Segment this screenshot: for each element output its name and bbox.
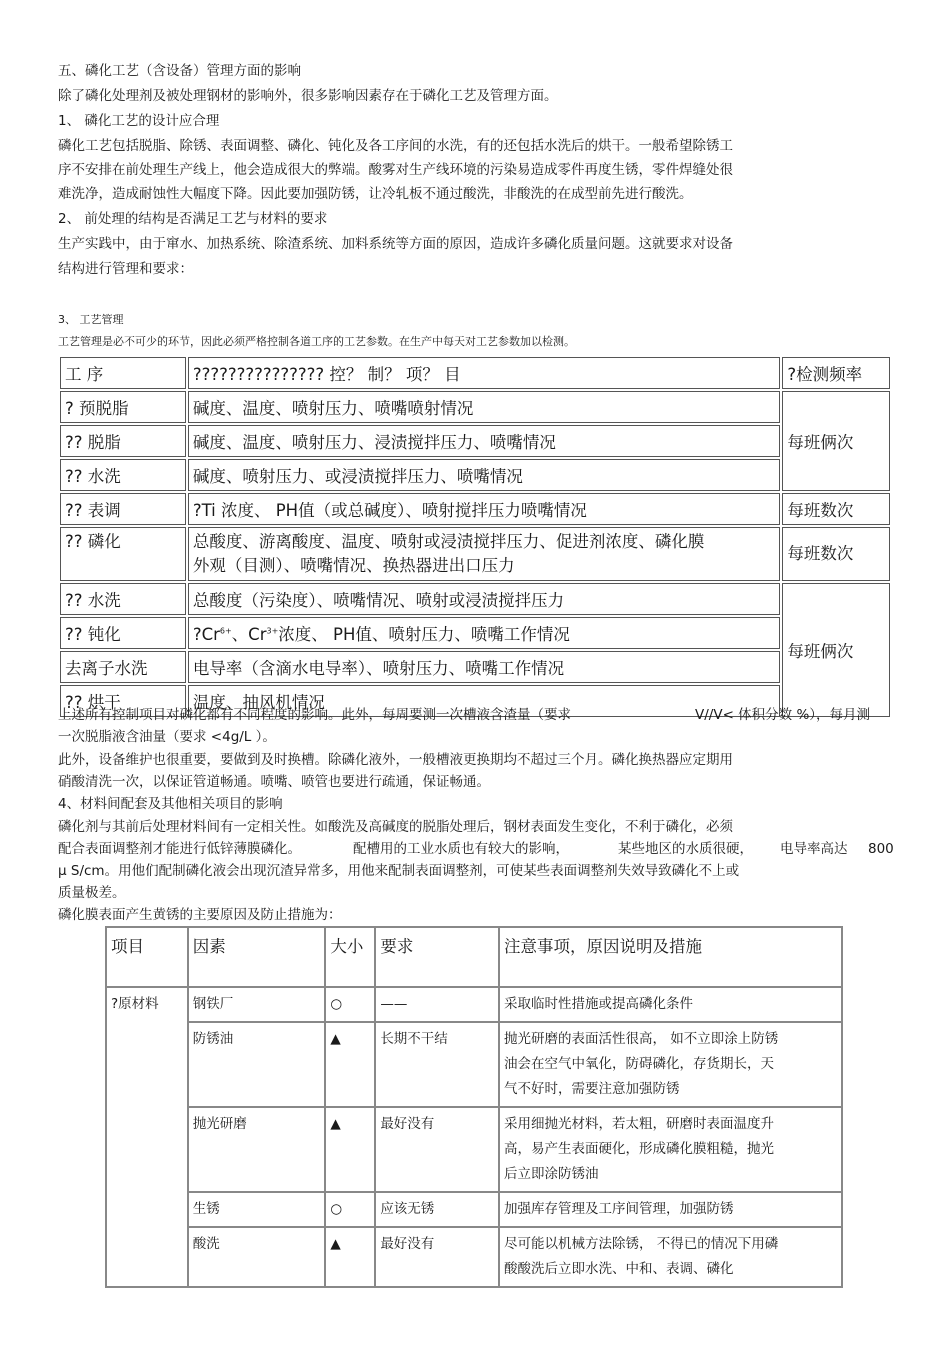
header-frequency: ?检测频率 <box>782 357 890 389</box>
items-text: 、Cr <box>231 625 267 644</box>
size-cell: ○ <box>325 1192 375 1227</box>
note-line: 后立即涂防锈油 <box>504 1166 599 1182</box>
items-cell: 碱度、温度、喷射压力、浸渍搅拌压力、喷嘴情况 <box>188 425 781 457</box>
subheading: 1、 磷化工艺的设计应合理 <box>58 113 220 129</box>
note-line: 高，易产生表面硬化，形成磷化膜粗糙，抛光 <box>504 1141 774 1157</box>
note-line: 酸酸洗后立即水洗、中和、表调、磷化 <box>504 1261 734 1277</box>
notes-cell <box>499 1192 842 1227</box>
process-control-table <box>58 355 892 719</box>
table-row <box>60 527 890 581</box>
step-cell: ? 预脱脂 <box>60 391 186 423</box>
paragraph: 某些地区的水质很硬， <box>618 841 753 857</box>
requirement-cell: 最好没有 <box>375 1107 499 1192</box>
paragraph: 序不安排在前处理生产线上，他会造成很大的弊端。酸雾对生产线环境的污染易造成零件再度生锈，零件焊缝处很 <box>58 162 733 178</box>
header-item: 项目 <box>106 927 188 987</box>
paragraph: 一次脱脂液含油量（要求 <4g/L ）。 <box>58 729 276 745</box>
step-cell: ?? 磷化 <box>60 527 186 581</box>
paragraph: μ S/cm。用他们配制磷化液会出现沉渣异常多，用他来配制表面调整剂，可使某些表面调整剂失效导致磷化不上或 <box>58 863 740 879</box>
step-cell: ?? 钝化 <box>60 617 186 649</box>
subheading: 4、材料间配套及其他相关项目的影响 <box>58 796 283 812</box>
header-notes: 注意事项，原因说明及措施 <box>499 927 842 987</box>
paragraph: 磷化膜表面产生黄锈的主要原因及防止措施为： <box>58 907 342 923</box>
items-line: 总酸度、游离酸度、温度、喷射或浸渍搅拌压力、促进剂浓度、磷化膜 <box>192 532 705 551</box>
superscript: 3+ <box>266 626 279 636</box>
table-row <box>60 391 890 423</box>
items-cell: 电导率（含滴水电导率）、喷射压力、喷嘴工作情况 <box>188 651 781 683</box>
factor-cell: 防锈油 <box>188 1022 326 1107</box>
items-cell: 温度、抽风机情况 <box>188 685 781 717</box>
items-cell: 碱度、温度、喷射压力、喷嘴喷射情况 <box>188 391 781 423</box>
paragraph: 磷化工艺包括脱脂、除锈、表面调整、磷化、钝化及各工序间的水洗，有的还包括水洗后的烘干。一般希望除锈工 <box>58 138 733 154</box>
paragraph: 此外，设备维护也很重要，要做到及时换槽。除磷化液外，一般槽液更换期均不超过三个月。磷化换热器应定期用 <box>58 752 733 768</box>
factor-cell: 钢铁厂 <box>188 987 326 1022</box>
step-cell: ?? 脱脂 <box>60 425 186 457</box>
table-row <box>60 459 890 491</box>
size-cell: ▲ <box>325 1227 375 1287</box>
frequency-cell: 每班数次 <box>782 527 890 581</box>
table-header-row <box>106 927 842 987</box>
requirement-cell: —— <box>375 987 499 1022</box>
size-cell: ▲ <box>325 1107 375 1192</box>
table-row <box>106 1107 842 1192</box>
table-row <box>106 987 842 1022</box>
frequency-cell: 每班俩次 <box>782 391 890 491</box>
requirement-cell: 最好没有 <box>375 1227 499 1287</box>
superscript: 6+ <box>219 626 232 636</box>
notes-cell <box>499 1107 842 1192</box>
factor-cell: 酸洗 <box>188 1227 326 1287</box>
table-header-row <box>60 357 890 389</box>
section-heading: 五、磷化工艺（含设备）管理方面的影响 <box>58 63 301 79</box>
frequency-cell: 每班俩次 <box>782 583 890 717</box>
items-cell: 碱度、喷射压力、或浸渍搅拌压力、喷嘴情况 <box>188 459 781 491</box>
factor-cell: 抛光研磨 <box>188 1107 326 1192</box>
paragraph: 工艺管理是必不可少的环节，因此必须严格控制各道工序的工艺参数。在生产中每天对工艺参数加以检测。 <box>58 335 575 348</box>
note-line: 采用细抛光材料，若太粗，研磨时表面温度升 <box>504 1116 774 1132</box>
header-items: ??????????????? 控？ 制？ 项？ 目 <box>188 357 781 389</box>
note-line: 抛光研磨的表面活性很高， 如不立即涂上防锈 <box>504 1031 779 1047</box>
table-row <box>60 583 890 615</box>
table-row <box>106 1227 842 1287</box>
table-row <box>106 1022 842 1107</box>
paragraph: 上述所有控制项目对磷化都有不同程度的影响。此外，每周要测一次槽液含渣量（要求 <box>58 707 571 723</box>
notes-cell <box>499 1227 842 1287</box>
table-row <box>60 651 890 683</box>
subheading: 3、 工艺管理 <box>58 313 124 326</box>
step-cell: ?? 水洗 <box>60 459 186 491</box>
header-factor: 因素 <box>188 927 326 987</box>
items-cell: 总酸度（污染度）、喷嘴情况、喷射或浸渍搅拌压力 <box>188 583 781 615</box>
note-line: 油会在空气中氧化，防碍磷化，存货期长，天 <box>504 1056 774 1072</box>
table-row <box>60 617 890 649</box>
frequency-cell: 每班数次 <box>782 493 890 525</box>
note-line: 加强库存管理及工序间管理，加强防锈 <box>504 1201 734 1217</box>
paragraph: 生产实践中，由于窜水、加热系统、除渣系统、加料系统等方面的原因，造成许多磷化质量问题。这就要求对设备 <box>58 236 733 252</box>
items-text: 浓度、 PH值、喷射压力、喷嘴工作情况 <box>278 625 570 644</box>
paragraph: 磷化剂与其前后处理材料间有一定相关性。如酸洗及高碱度的脱脂处理后，钢材表面发生变化，不利于磷化，必须 <box>58 819 733 835</box>
step-cell: 去离子水洗 <box>60 651 186 683</box>
factor-cell: 生锈 <box>188 1192 326 1227</box>
paragraph: 硝酸清洗一次，以保证管道畅通。喷嘴、喷管也要进行疏通，保证畅通。 <box>58 774 490 790</box>
note-line: 尽可能以机械方法除锈， 不得已的情况下用磷 <box>504 1236 779 1252</box>
items-text: ?Cr <box>192 625 220 644</box>
notes-cell <box>499 1022 842 1107</box>
paragraph: 质量极差。 <box>58 885 126 901</box>
table-row <box>60 425 890 457</box>
size-cell: ○ <box>325 987 375 1022</box>
group-cell: ?原材料 <box>106 987 188 1287</box>
step-cell: ?? 表调 <box>60 493 186 525</box>
requirement-cell: 长期不干结 <box>375 1022 499 1107</box>
table-row <box>60 493 890 525</box>
paragraph: 除了磷化处理剂及被处理钢材的影响外，很多影响因素存在于磷化工艺及管理方面。 <box>58 88 558 104</box>
paragraph: 配槽用的工业水质也有较大的影响， <box>353 841 569 857</box>
note-line: 气不好时，需要注意加强防锈 <box>504 1081 680 1097</box>
header-step: 工 序 <box>60 357 186 389</box>
paragraph: 结构进行管理和要求： <box>58 261 193 277</box>
notes-cell <box>499 987 842 1022</box>
subheading: 2、 前处理的结构是否满足工艺与材料的要求 <box>58 211 328 227</box>
yellow-rust-table <box>105 926 843 1288</box>
items-cell: ?Ti 浓度、 PH值（或总碱度）、喷射搅拌压力喷嘴情况 <box>188 493 781 525</box>
requirement-cell: 应该无锈 <box>375 1192 499 1227</box>
paragraph: V//V< 体积分数 %），每月测 <box>695 707 871 723</box>
paragraph: 800 <box>868 841 894 857</box>
header-size: 大小 <box>325 927 375 987</box>
table-row <box>106 1192 842 1227</box>
paragraph: 电导率高达 <box>780 841 848 857</box>
paragraph: 难洗净，造成耐蚀性大幅度下降。因此要加强防锈，让冷轧板不通过酸洗，非酸洗的在成型前先进行酸洗。 <box>58 186 693 202</box>
header-requirement: 要求 <box>375 927 499 987</box>
items-line: 外观（目测）、喷嘴情况、换热器进出口压力 <box>192 556 515 575</box>
step-cell: ?? 烘干 <box>60 685 186 717</box>
items-cell <box>188 527 781 581</box>
step-cell: ?? 水洗 <box>60 583 186 615</box>
items-cell <box>188 617 781 649</box>
paragraph: 配合表面调整剂才能进行低锌薄膜磷化。 <box>58 841 301 857</box>
size-cell: ▲ <box>325 1022 375 1107</box>
note-line: 采取临时性措施或提高磷化条件 <box>504 996 693 1012</box>
